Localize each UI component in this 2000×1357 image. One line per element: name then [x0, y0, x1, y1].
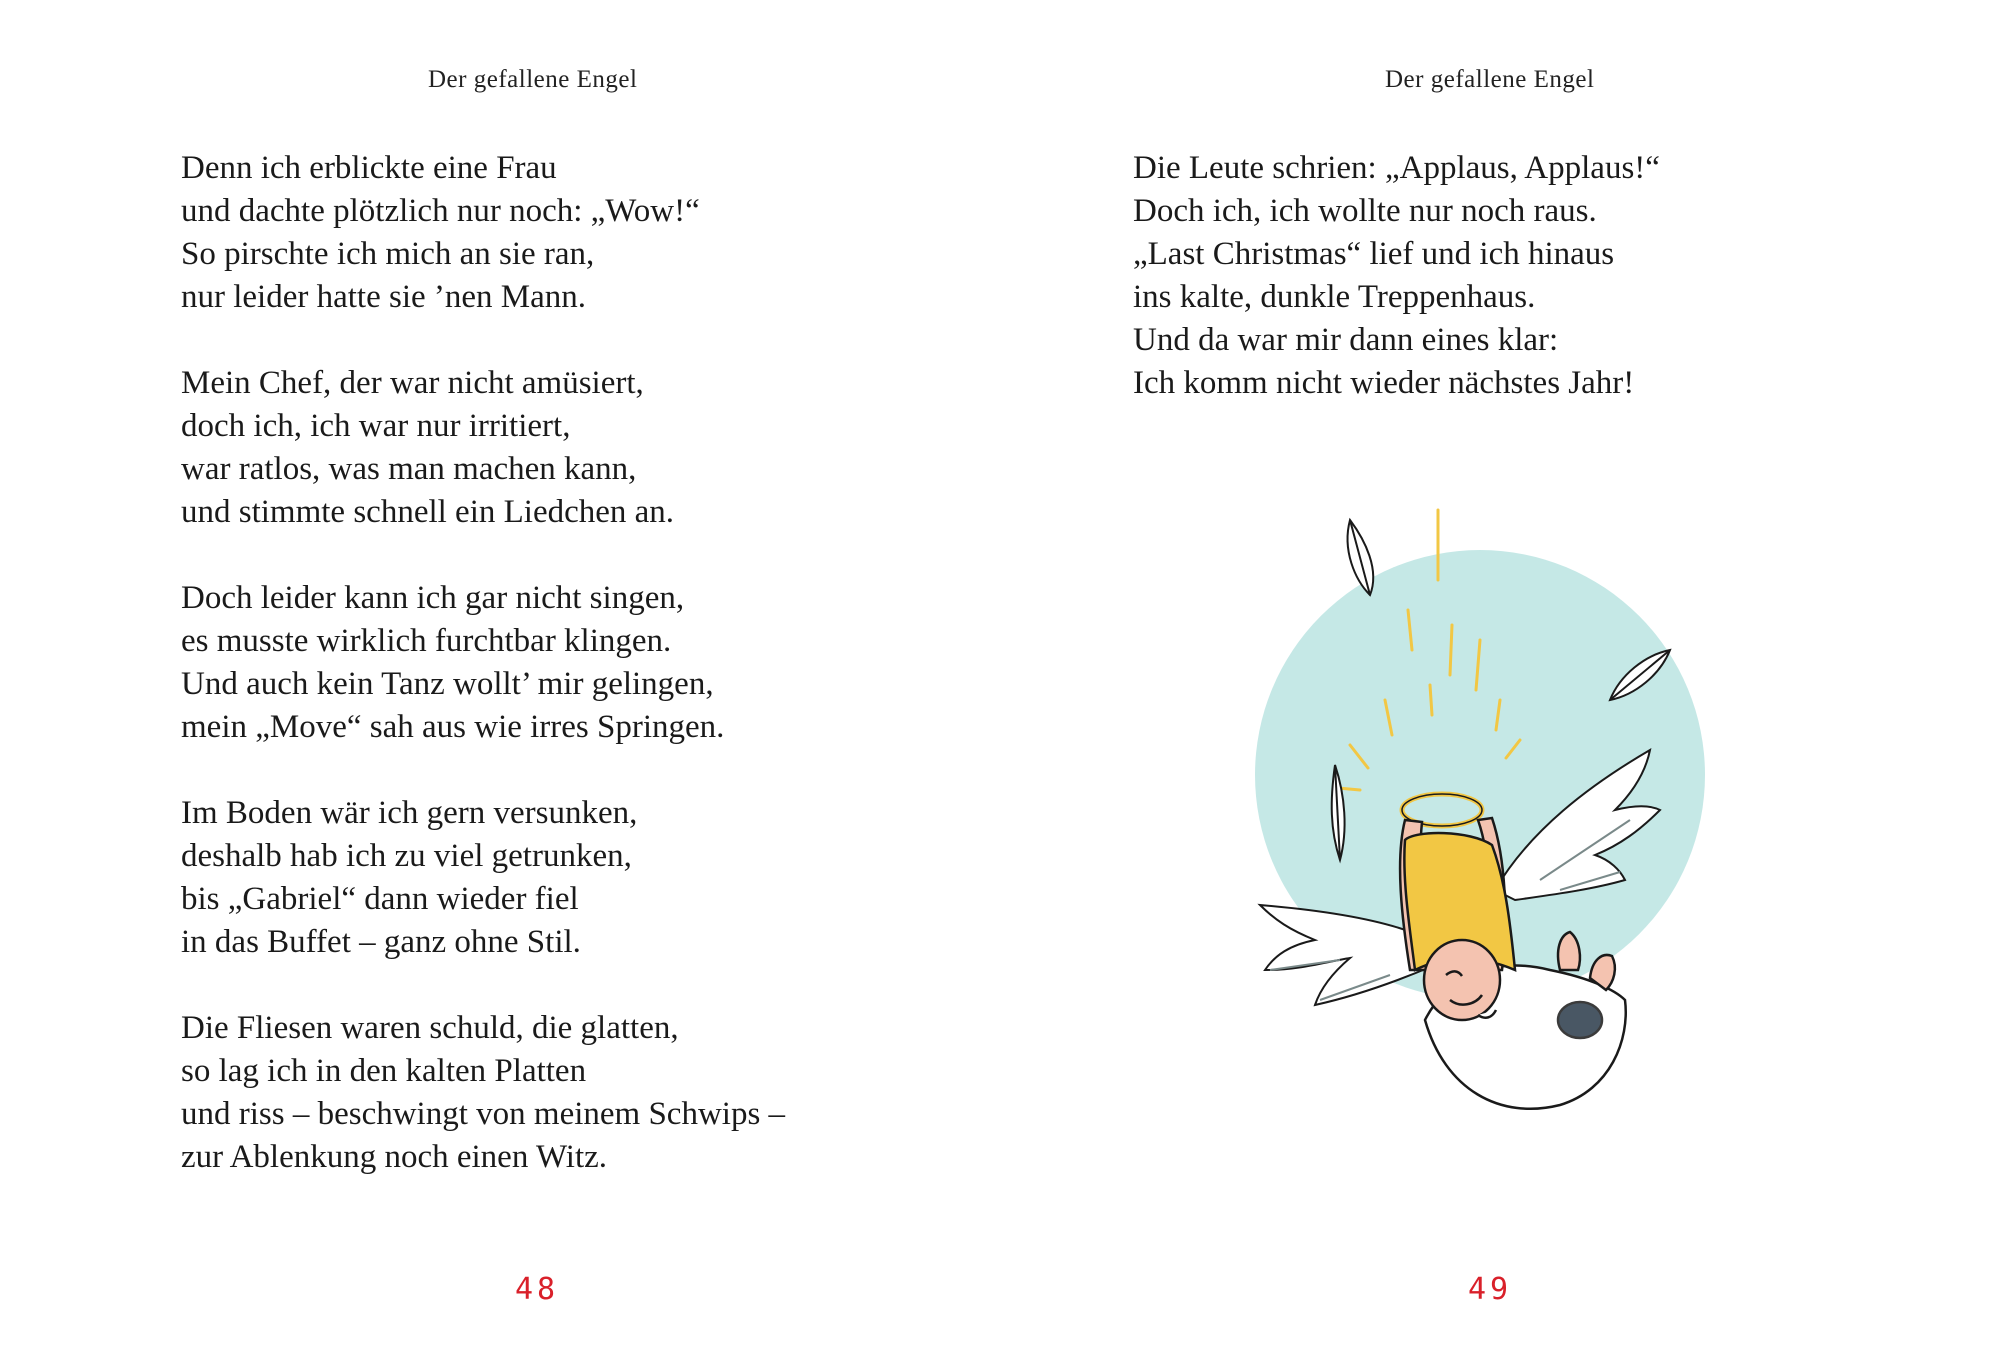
stanza — [181, 147, 785, 319]
poem-line: „Last Christmas“ lief und ich hinaus — [1133, 236, 1615, 272]
page-number: 49 — [1468, 1272, 1513, 1307]
stanza — [181, 792, 785, 964]
poem-text — [181, 147, 785, 1222]
poem-line: bis „Gabriel“ dann wieder fiel — [181, 881, 579, 917]
poem-line: mein „Move“ sah aus wie irres Springen. — [181, 709, 725, 745]
poem-line: Ich komm nicht wieder nächstes Jahr! — [1133, 365, 1635, 401]
poem-line: und stimmte schnell ein Liedchen an. — [181, 494, 675, 530]
poem-line: Doch ich, ich wollte nur noch raus. — [1133, 193, 1597, 229]
poem-line: zur Ablenkung noch einen Witz. — [181, 1139, 608, 1175]
poem-line: Doch leider kann ich gar nicht singen, — [181, 580, 685, 616]
poem-line: Die Fliesen waren schuld, die glatten, — [181, 1010, 679, 1046]
poem-line: es musste wirklich furchtbar klingen. — [181, 623, 672, 659]
stanza — [181, 1007, 785, 1179]
poem-line: ins kalte, dunkle Treppenhaus. — [1133, 279, 1536, 315]
poem-line: und dachte plötzlich nur noch: „Wow!“ — [181, 193, 700, 229]
poem-line: in das Buffet – ganz ohne Stil. — [181, 924, 581, 960]
poem-line: und riss – beschwingt von meinem Schwips – — [181, 1096, 786, 1132]
running-head: Der gefallene Engel — [1385, 66, 1595, 93]
stanza — [181, 362, 785, 534]
poem-line: nur leider hatte sie ’nen Mann. — [181, 279, 587, 315]
falling-angel-illustration — [1230, 500, 1750, 1140]
stanza — [1133, 147, 1660, 405]
poem-line: war ratlos, was man machen kann, — [181, 451, 637, 487]
poem-line: So pirschte ich mich an sie ran, — [181, 236, 595, 272]
poem-line: so lag ich in den kalten Platten — [181, 1053, 587, 1089]
running-head: Der gefallene Engel — [428, 66, 638, 93]
stanza — [181, 577, 785, 749]
right-page — [1000, 0, 2000, 1357]
poem-line: Im Boden wär ich gern versunken, — [181, 795, 638, 831]
poem-line: Und da war mir dann eines klar: — [1133, 322, 1559, 358]
poem-line: Denn ich erblickte eine Frau — [181, 150, 557, 186]
page-number: 48 — [515, 1272, 560, 1307]
poem-line: doch ich, ich war nur irritiert, — [181, 408, 571, 444]
feather-icon — [1348, 520, 1374, 595]
poem-line: Und auch kein Tanz wollt’ mir gelingen, — [181, 666, 714, 702]
poem-line: Die Leute schrien: „Applaus, Applaus!“ — [1133, 150, 1660, 186]
poem-line: deshalb hab ich zu viel getrunken, — [181, 838, 632, 874]
poem-line: Mein Chef, der war nicht amüsiert, — [181, 365, 644, 401]
poem-text — [1133, 147, 1660, 448]
